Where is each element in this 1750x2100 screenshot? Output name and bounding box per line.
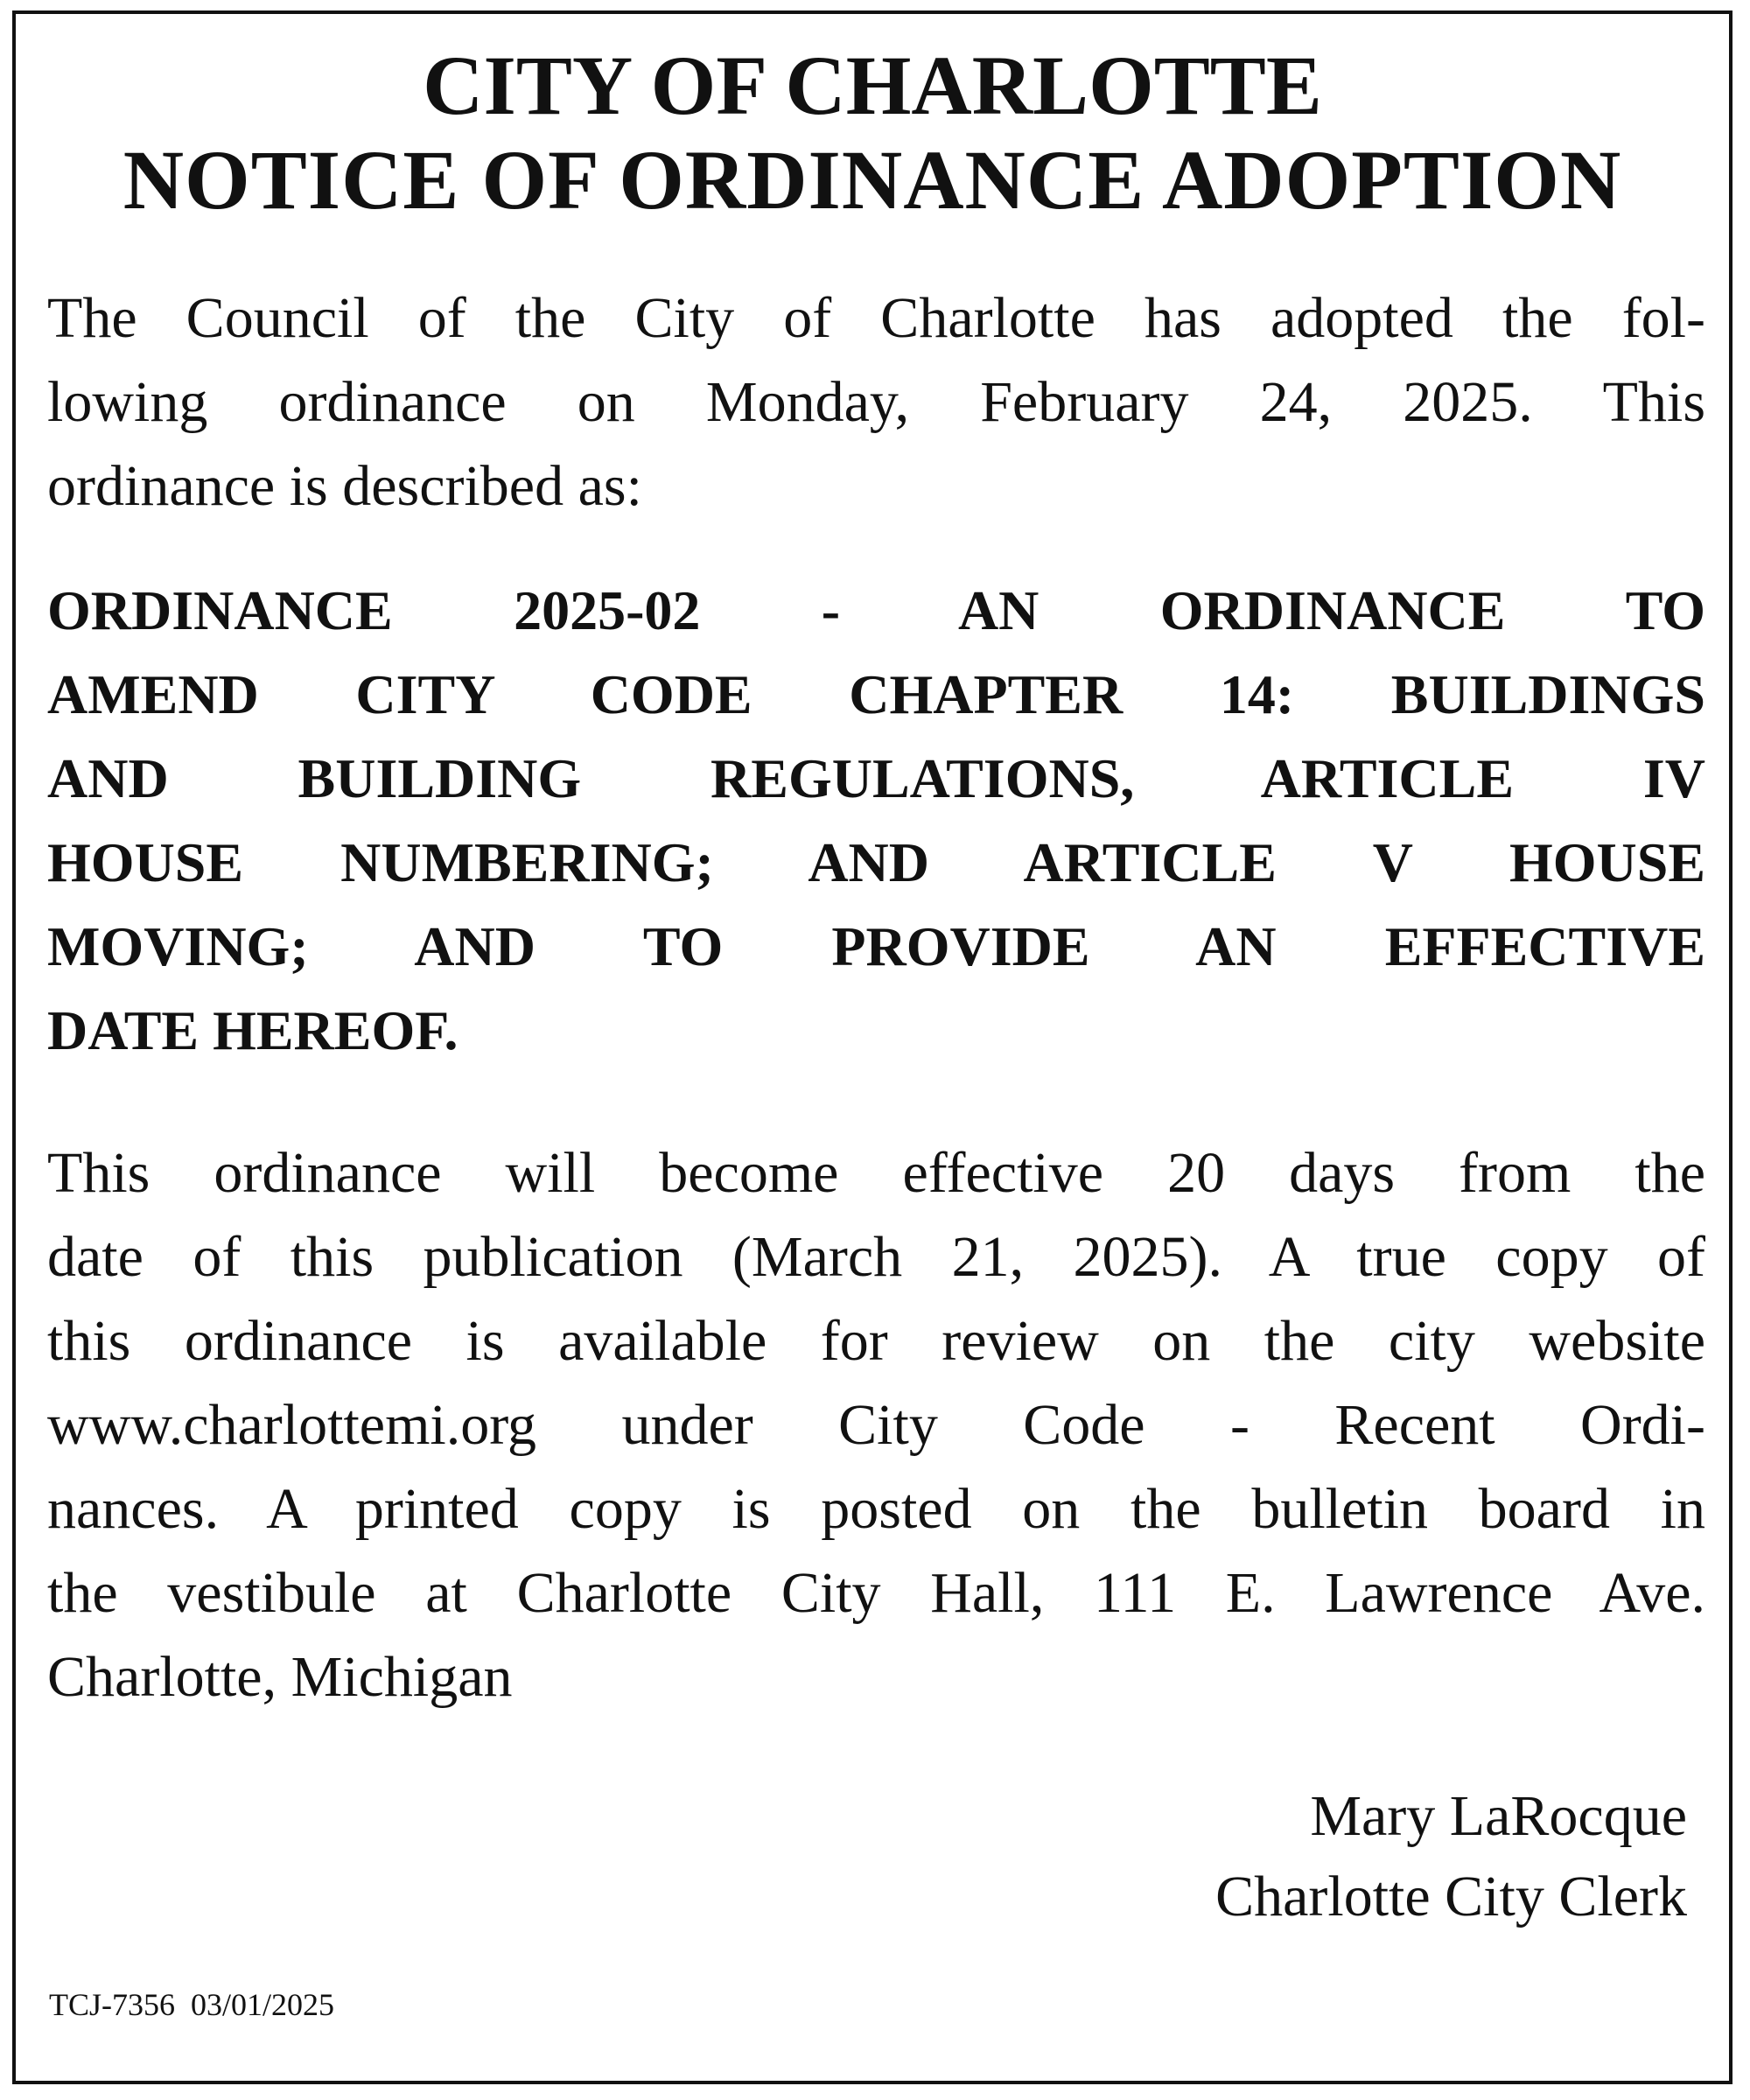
- signer-name: Mary LaRocque: [1310, 1784, 1687, 1848]
- ordinance-title: [47, 569, 1705, 1073]
- intro-line: The Council of the City of Charlotte has adopted the fol-: [47, 286, 1705, 350]
- intro-line: lowing ordinance on Monday, February 24, 2025. This: [47, 370, 1705, 434]
- ordinance-title-line: ORDINANCE 2025-02 - AN ORDINANCE TO: [47, 579, 1705, 641]
- notice-frame: [12, 10, 1732, 2084]
- ordinance-title-line: HOUSE NUMBERING; AND ARTICLE V HOUSE: [47, 831, 1705, 893]
- ordinance-title-line: AMEND CITY CODE CHAPTER 14: BUILDINGS: [47, 663, 1705, 725]
- header-city-name: CITY OF CHARLOTTE: [423, 38, 1322, 132]
- ordinance-title-line: DATE HEREOF.: [47, 999, 458, 1061]
- ordinance-title-line: AND BUILDING REGULATIONS, ARTICLE IV: [47, 747, 1705, 809]
- publication-reference: TCJ-7356 03/01/2025: [49, 1987, 335, 2022]
- header-notice-title: NOTICE OF ORDINANCE ADOPTION: [122, 133, 1622, 227]
- effective-line: Charlotte, Michigan: [47, 1645, 513, 1709]
- effective-line: This ordinance will become effective 20 days from the: [47, 1141, 1705, 1205]
- effective-date-paragraph: [47, 1131, 1705, 1719]
- effective-line: www.charlottemi.org under City Code - Recent Ordi-: [47, 1393, 1705, 1457]
- intro-paragraph: [47, 276, 1705, 528]
- effective-line: date of this publication (March 21, 2025). A true copy of: [47, 1225, 1705, 1289]
- intro-line: ordinance is described as:: [47, 454, 642, 518]
- ordinance-title-line: MOVING; AND TO PROVIDE AN EFFECTIVE: [47, 915, 1705, 977]
- signature-block: [1215, 1776, 1687, 1937]
- notice-header: [16, 38, 1729, 228]
- effective-line: nances. A printed copy is posted on the bulletin board in: [47, 1477, 1705, 1541]
- signer-title: Charlotte City Clerk: [1215, 1865, 1687, 1928]
- effective-line: this ordinance is available for review on the city website: [47, 1309, 1705, 1373]
- effective-line: the vestibule at Charlotte City Hall, 111 E. Lawrence Ave.: [47, 1561, 1705, 1625]
